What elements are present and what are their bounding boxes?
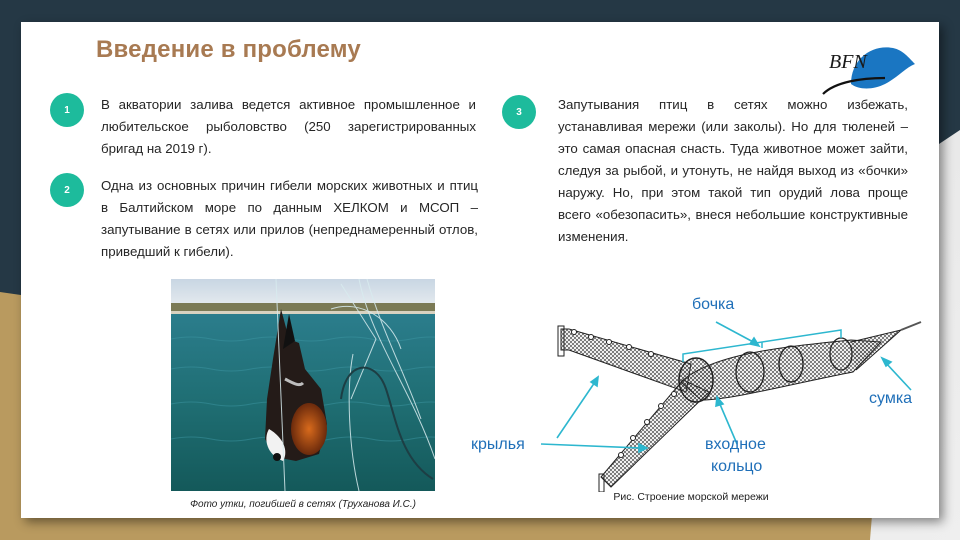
point-number-badge: 3 <box>502 95 536 129</box>
leaf-logo-icon <box>821 38 917 96</box>
duck-in-net-photo <box>171 279 435 491</box>
point-text: Запутывания птиц в сетях можно избежать, устанавливая мережи (или заколы). Но для тюленей – это самая опасная снасть. Туда животное может зайти, следуя за рыбой, и утонуть, не найдя выход из «бочки» наружу. Но, при этом такой тип орудий лова проще всего «обезопасить», внеся небольшие конструктивные изменения. <box>558 97 908 244</box>
point-number-badge: 2 <box>50 173 84 207</box>
point-text: Одна из основных причин гибели морских животных и птиц в Балтийском море по данным ХЕЛКОМ и МСОП – запутывание в сетях или прилов (непреднамеренный отлов, приведший к гибели). <box>101 178 478 259</box>
fyke-net-diagram <box>461 292 931 492</box>
photo-caption: Фото утки, погибшей в сетях (Труханова И.С.) <box>190 499 416 510</box>
svg-text:BFN: BFN <box>829 51 867 73</box>
label-entrance-ring-1: входное <box>705 436 766 453</box>
label-barrel: бочка <box>692 296 735 313</box>
slide <box>21 22 939 518</box>
label-bag: сумка <box>869 390 913 407</box>
label-wings: крылья <box>471 436 525 453</box>
point-number-badge: 1 <box>50 93 84 127</box>
label-entrance-ring-2: кольцо <box>711 458 763 475</box>
slide-title: Введение в проблему <box>96 36 361 63</box>
point-text: В акватории залива ведется активное промышленное и любительское рыболовство (250 зарегистрированных бригад на 2019 г). <box>101 97 476 156</box>
diagram-caption: Рис. Строение морской мережи <box>613 491 769 503</box>
bfn-logo <box>821 38 917 96</box>
